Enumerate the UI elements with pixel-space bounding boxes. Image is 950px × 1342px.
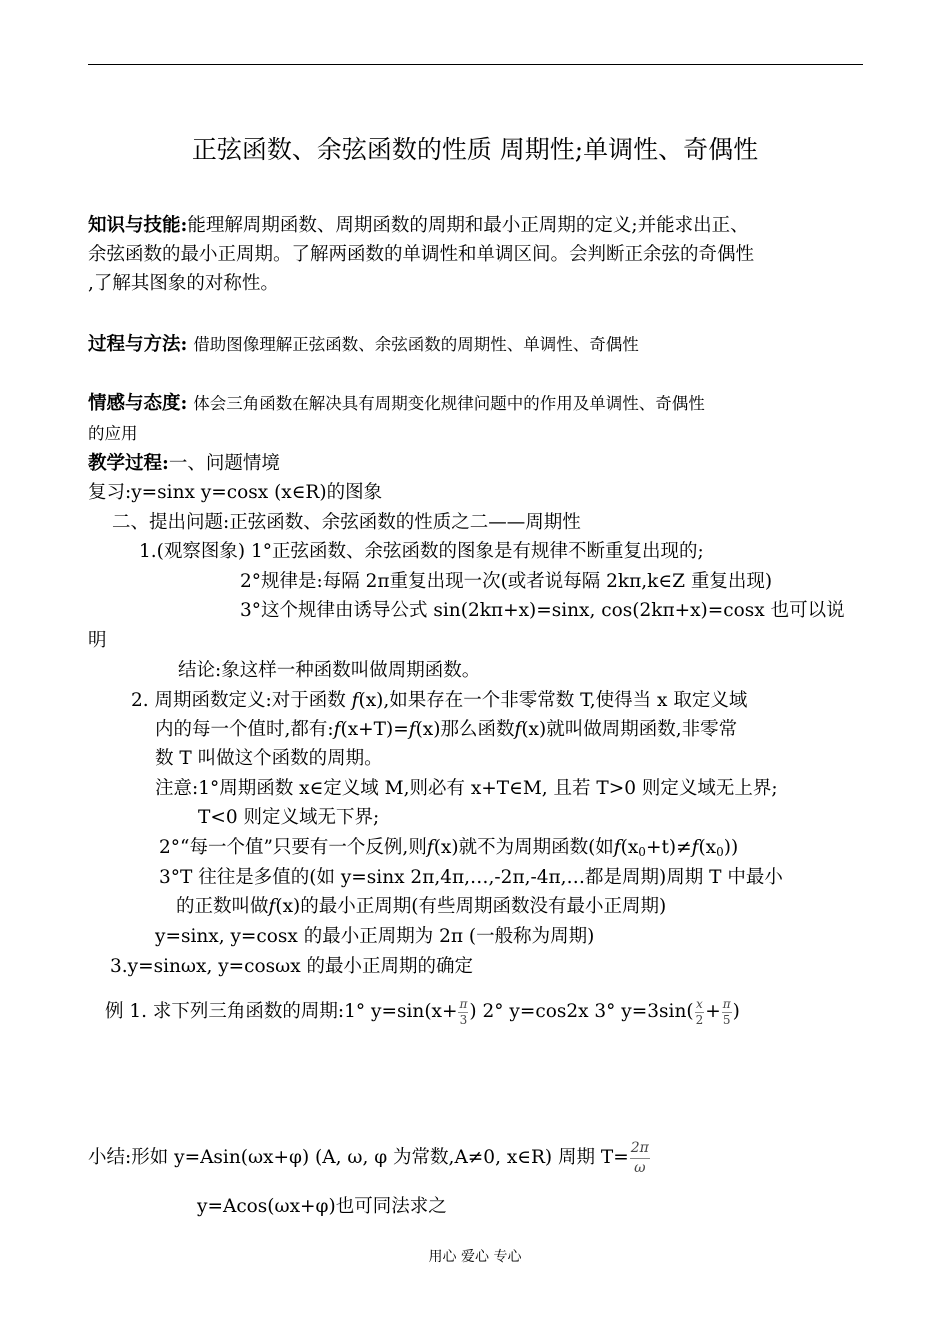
fraction-x-over-2: $\frac{x}{2}$	[695, 996, 704, 1027]
note-3-cont: 的正数叫做f(x)的最小正周期(有些周期函数没有最小正周期)	[176, 896, 667, 917]
item-3: 3.y=sinωx, y=cosωx 的最小正周期的确定	[110, 956, 474, 977]
process-method-line: 过程与方法: 借助图像理解正弦函数、余弦函数的周期性、单调性、奇偶性	[88, 334, 639, 355]
process-label: 过程与方法:	[88, 334, 188, 355]
note-2: 2°“每一个值”只要有一个反例,则f(x)就不为周期函数(如$f(x_0+t)\ne f(x_0)$)	[159, 837, 739, 859]
observation-2: 2°规律是:每隔 2π重复出现一次(或者说每隔 2kπ,k∈Z 重复出现)	[240, 571, 773, 592]
review-line: 复习:y=sinx y=cosx (x∈R)的图象	[88, 482, 383, 503]
process-heading-label: 教学过程:	[88, 453, 169, 474]
note-1-cont: T<0 则定义域无下界;	[198, 807, 380, 828]
note-1: 注意:1°周期函数 x∈定义域 M,则必有 x+T∈M, 且若 T>0 则定义域无上界;	[155, 778, 778, 799]
emotion-line-2: 的应用	[88, 424, 138, 443]
emotion-line-1: 情感与态度: 体会三角函数在解决具有周期变化规律问题中的作用及单调性、奇偶性	[88, 393, 705, 414]
fraction-pi-over-3: $\frac{\pi}{3}$	[459, 996, 468, 1027]
knowledge-line-1: 知识与技能:能理解周期函数、周期函数的周期和最小正周期的定义;并能求出正、	[88, 215, 749, 236]
observation-3-cont: 明	[88, 630, 107, 651]
fraction-2pi-over-omega: $\frac{2\pi}{\omega}$	[630, 1139, 649, 1176]
definition-line-1: 2. 周期函数定义:对于函数 f(x),如果存在一个非零常数 T,使得当 x 取定义域	[131, 690, 748, 711]
header-rule	[88, 64, 863, 65]
page-title: 正弦函数、余弦函数的性质 周期性;单调性、奇偶性	[191, 135, 759, 164]
page-footer: 用心 爱心 专心	[428, 1249, 522, 1265]
knowledge-line-2: 余弦函数的最小正周期。了解两函数的单调性和单调区间。会判断正余弦的奇偶性	[88, 244, 755, 265]
example-1: 例 1. 求下列三角函数的周期:1° y=sin(x+ $\frac{\pi}{3}$ ) 2° y=cos2x 3° y=3sin( $\frac{x}{2}$ + $\frac{\pi}{5}$ )	[105, 996, 740, 1027]
fraction-pi-over-5: $\frac{\pi}{5}$	[722, 996, 731, 1027]
definition-line-2: 内的每一个值时,都有:f(x+T)=f(x)那么函数f(x)就叫做周期函数,非零常	[155, 719, 738, 740]
observation-1: 1.(观察图象) 1°正弦函数、余弦函数的图象是有规律不断重复出现的;	[139, 541, 704, 562]
emotion-label: 情感与态度:	[88, 393, 188, 414]
step2-heading: 二、提出问题:正弦函数、余弦函数的性质之二——周期性	[112, 512, 581, 533]
note-3: 3°T 往往是多值的(如 y=sinx 2π,4π,…,-2π,-4π,…都是周期)周期 T 中最小	[159, 867, 783, 888]
process-heading: 教学过程:一、问题情境	[88, 453, 280, 474]
min-period-line: y=sinx, y=cosx 的最小正周期为 2π (一般称为周期)	[155, 926, 595, 947]
definition-line-3: 数 T 叫做这个函数的周期。	[155, 748, 383, 769]
observation-3: 3°这个规律由诱导公式 sin(2kπ+x)=sinx, cos(2kπ+x)=cosx 也可以说	[240, 600, 845, 621]
knowledge-line-3: ,了解其图象的对称性。	[88, 273, 279, 294]
summary-line-1: 小结:形如 y=Asin(ωx+φ) (A, ω, φ 为常数,A≠0, x∈R) 周期 T= $\frac{2\pi}{\omega}$	[88, 1139, 649, 1176]
conclusion: 结论:象这样一种函数叫做周期函数。	[178, 660, 481, 681]
summary-line-2: y=Acos(ωx+φ)也可同法求之	[197, 1196, 447, 1217]
knowledge-label: 知识与技能:	[88, 215, 188, 236]
